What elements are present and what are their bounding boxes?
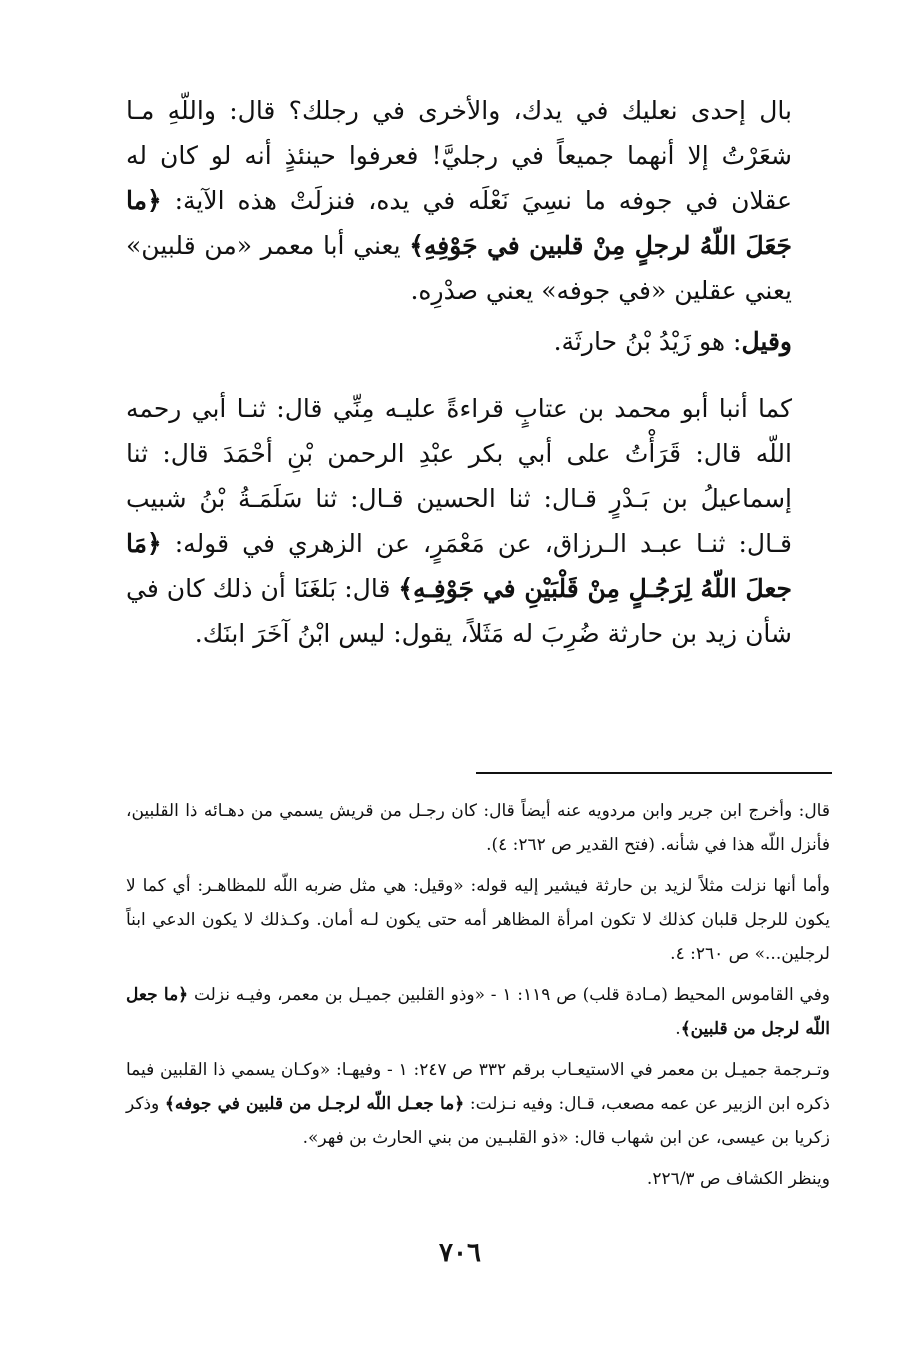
main-text — [126, 88, 792, 656]
footnote-text: وذكر زكريا بن عيسى، عن ابن شهاب قال: «ذو القلبـين من بني الحارث بن فهر». — [126, 1094, 830, 1148]
footnote-text: . — [675, 1019, 681, 1039]
main-paragraph-3 — [126, 386, 792, 656]
paragraph-text: : هو زَيْدُ بْنُ حارثَة. — [553, 327, 742, 356]
footnote-1 — [126, 794, 830, 862]
quran-quote: ﴿ما جعـل اللّه لرجـل من قلبين في جوفه﴾ — [164, 1094, 465, 1114]
paragraph-lead-word: وقيل — [741, 327, 792, 356]
footnote-text: قال: وأخرج ابن جرير وابن مردويه عنه أيضاً قال: كان رجـل من قريش يسمي من دهـائه ذا القلبين، فأنزل اللّه هذا في شأنه. (فتح القدير ص ٢٦٢: ٤). — [126, 801, 830, 855]
footnotes — [126, 794, 830, 1203]
footnote-text: وأما أنها نزلت مثلاً لزيد بن حارثة فيشير إليه قوله: «وقيل: هي مثل ضربه اللّه للمظاهـر: أي كما لا يكون للرجل قلبان كذلك لا تكون امرأة المظاهر أمه حتى يكون لـه أمان. وكـذلك لا يكون الدعي ابناً لرجلين...» ص ٢٦٠: ٤. — [126, 876, 830, 964]
footnote-text: وينظر الكشاف ص ٢٢٦/٣. — [646, 1169, 830, 1189]
paragraph-text: كما أنبا أبو محمد بن عتابٍ قراءةً عليـه مِنِّي قال: ثنـا أبي رحمه اللّه قال: قَرَأْتُ على أبي بكر عبْدِ الرحمن بْنِ أحْمَدَ قال: ثنا إسماعيلُ بن بَـدْرٍ قـال: ثنا الحسين قـال: ثنا سَلَمَـةُ بْنُ شبيب قـال: ثنـا عبـد الـرزاق، عن مَعْمَرٍ، عن الزهري في قوله: — [126, 394, 792, 558]
main-paragraph-2 — [126, 319, 792, 364]
quran-quote: ﴿مَا جعلَ اللّهُ لِرَجُـلٍ مِنْ قَلْبَيْنِ في جَوْفِـهِ﴾ — [126, 529, 792, 603]
footnote-divider — [476, 772, 832, 774]
quran-quote: ﴿ما جَعَلَ اللّهُ لرجلٍ مِنْ قلبين في جَوْفِهِ﴾ — [126, 186, 792, 260]
footnote-text: وفي القاموس المحيط (مـادة قلب) ص ١١٩: ١ - «وذو القلبين جميـل بن معمر، وفيـه نزلت — [188, 985, 831, 1005]
footnote-5 — [126, 1162, 830, 1196]
main-paragraph-1 — [126, 88, 792, 313]
footnote-text: وتـرجمة جميـل بن معمر في الاستيعـاب برقم ٣٣٢ ص ٢٤٧: ١ - وفيهـا: «وكـان يسمي ذا القلبين فيما ذكره ابن الزبير عن عمه مصعب، قـال: وفيه نـزلت: — [126, 1060, 830, 1114]
paragraph-text: يعني أبا معمر «من قلبين» يعني عقلين «في جوفه» يعني صدْرِه. — [126, 231, 792, 305]
page-number: ٧٠٦ — [439, 1238, 481, 1268]
footnote-2 — [126, 869, 830, 971]
footnote-3 — [126, 978, 830, 1046]
paragraph-text: قال: بَلغَنَا أن ذلك كان في شأن زيد بن حارثة ضُرِبَ له مَثَلاً، يقول: ليس ابْنُ آخَرَ ابنَك. — [126, 574, 792, 648]
quran-quote: ﴿ما جعل اللّه لرجل من قلبين﴾ — [126, 985, 830, 1039]
footnote-4 — [126, 1053, 830, 1155]
paragraph-text: بال إحدى نعليك في يدك، والأخرى في رجلك؟ قال: واللّهِ مـا شعَرْتُ إلا أنهما جميعاً في رجليَّ! فعرفوا حينئذٍ أنه لو كان له عقلان في جوفه ما نسِيَ نَعْلَه في يده، فنزلَتْ هذه الآية: — [126, 96, 792, 215]
